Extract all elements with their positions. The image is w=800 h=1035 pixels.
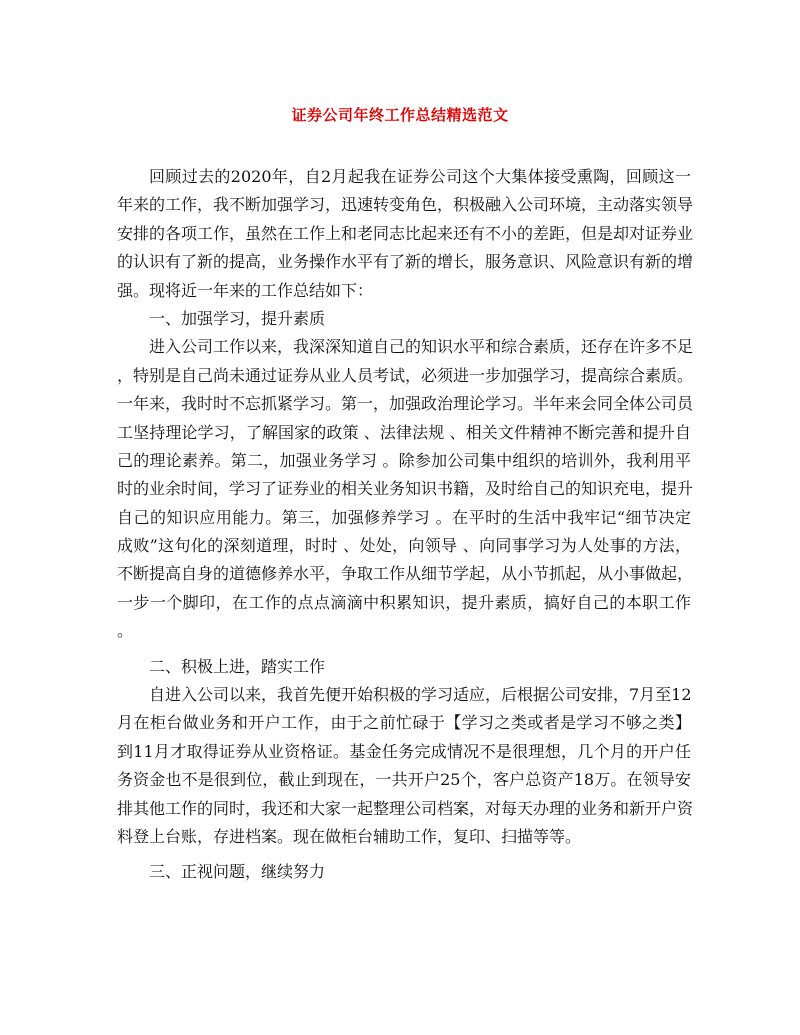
text-line: 料登上台账，存进档案。现在做柜台辅助工作，复印、扫描等等。	[117, 826, 582, 846]
document-title: 证券公司年终工作总结精选范文	[291, 106, 509, 124]
text-line: 务资金也不是很到位，截止到现在，一共开户25个，客户总资产18万。在领导安	[117, 770, 691, 790]
text-line: 一年来，我时时不忘抓紧学习。第一，加强政治理论学习。半年来会同全体公司员	[117, 394, 694, 414]
text-line: 进入公司工作以来，我深深知道自己的知识水平和综合素质，还存在许多不足	[149, 337, 694, 357]
section-heading-3: 三、正视问题，继续努力	[149, 862, 326, 882]
text-line: 年来的工作，我不断加强学习，迅速转变角色，积极融入公司环境，主动落实领导	[117, 195, 694, 215]
text-line: 成败”这句化的深刻道理，时时 、处处，向领导 、向同事学习为人处事的方法，	[117, 536, 691, 556]
text-line: 回顾过去的2020年，自2月起我在证券公司这个大集体接受熏陶，回顾这一	[149, 167, 691, 186]
text-line: 安排的各项工作，虽然在工作上和老同志比起来还有不小的差距，但是却对证券业	[117, 223, 694, 243]
text-line: 排其他工作的同时，我还和大家一起整理公司档案，对每天办理的业务和新开户资	[117, 798, 694, 818]
text-line: 到11月才取得证券从业资格证。基金任务完成情况不是很理想，几个月的开户任	[117, 741, 691, 761]
text-line: 月在柜台做业务和开户工作，由于之前忙碌于【学习之类或者是学习不够之类】	[117, 713, 691, 733]
text-line: 。	[117, 621, 134, 641]
section-heading-1: 一、加强学习，提升素质	[149, 308, 326, 328]
text-line: ，特别是自己尚未通过证券从业人员考试，必须进一步加强学习，提高综合素质。	[117, 365, 694, 385]
text-line: 自己的知识应用能力。第三，加强修养学习 。在平时的生活中我牢记“细节决定	[117, 507, 691, 527]
text-line: 工坚持理论学习，了解国家的政策 、法律法规 、相关文件精神不断完善和提升自	[117, 422, 691, 442]
spacer	[117, 851, 691, 858]
text-line: 时的业余时间，学习了证券业的相关业务知识书籍，及时给自己的知识充电，提升	[117, 479, 694, 499]
paragraph-learning	[117, 333, 694, 645]
paragraph-work	[117, 681, 694, 851]
text-line: 的认识有了新的提高，业务操作水平有了新的增长，服务意识、风险意识有新的增	[117, 252, 694, 272]
document-body	[117, 163, 694, 887]
text-line: 己的理论素养。第二，加强业务学习 。除参加公司集中组织的培训外，我利用平	[117, 450, 691, 470]
spacer	[117, 646, 691, 653]
text-line: 一步一个脚印，在工作的点点滴滴中积累知识，提升素质，搞好自己的本职工作	[117, 592, 691, 612]
section-heading-2: 二、积极上进，踏实工作	[149, 656, 326, 676]
text-line: 强。现将近一年来的工作总结如下：	[117, 280, 374, 300]
text-line: 自进入公司以来，我首先便开始积极的学习适应，后根据公司安排，7月至12	[149, 685, 692, 705]
text-line: 不断提高自身的道德修养水平，争取工作从细节学起，从小节抓起，从小事做起，	[117, 564, 694, 584]
paragraph-review	[117, 163, 694, 305]
